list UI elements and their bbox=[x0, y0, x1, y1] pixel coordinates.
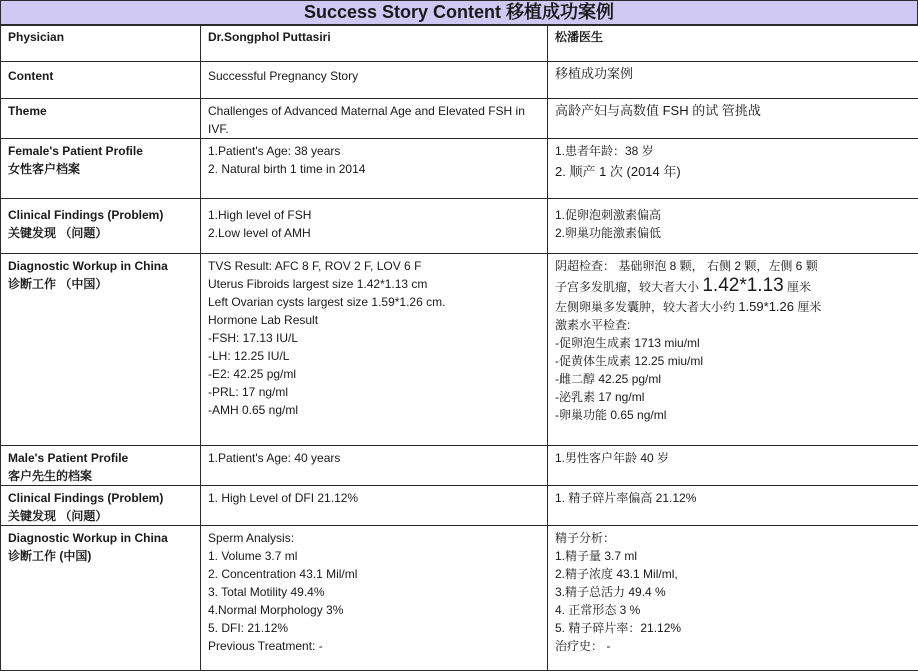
label-cell bbox=[1, 99, 201, 139]
row-label-cn: 客户先生的档案 bbox=[8, 467, 193, 485]
content-en: Successful Pregnancy Story bbox=[208, 67, 540, 85]
english-cell bbox=[201, 199, 548, 254]
female-birth-cn: 2. 顺产 1 次 (2014 年) bbox=[555, 163, 911, 181]
english-cell bbox=[201, 139, 548, 199]
english-cell bbox=[201, 26, 548, 62]
row-female-profile bbox=[1, 139, 918, 199]
amh-cn: -卵巢功能 0.65 ng/ml bbox=[555, 406, 911, 424]
row-label-cn: 女性客户档案 bbox=[8, 160, 193, 178]
finding-1-cn: 1.促卵泡刺激素偏高 bbox=[555, 206, 911, 224]
row-male-profile bbox=[1, 446, 918, 486]
concentration-cn: 2.精子浓度 43.1 Mil/ml, bbox=[555, 565, 911, 583]
previous-treatment-cn: 治疗史： - bbox=[555, 637, 911, 655]
row-label-cn: 诊断工作 （中国） bbox=[8, 275, 193, 293]
row-theme bbox=[1, 99, 918, 139]
tvs-result-cn: 阴超检查： 基础卵泡 8 颗， 右侧 2 颗，左侧 6 颗 bbox=[555, 257, 911, 275]
cysts-cn bbox=[555, 298, 911, 316]
male-age-cn: 1.男性客户年龄 40 岁 bbox=[555, 449, 911, 467]
dfi-en: 5. DFI: 21.12% bbox=[208, 619, 540, 637]
fibroids-cn bbox=[555, 275, 911, 298]
finding-1-en: 1.High level of FSH bbox=[208, 206, 540, 224]
amh-en: -AMH 0.65 ng/ml bbox=[208, 401, 540, 419]
row-label: Clinical Findings (Problem) bbox=[8, 206, 193, 224]
label-cell bbox=[1, 526, 201, 671]
morphology-cn: 4. 正常形态 3 % bbox=[555, 601, 911, 619]
fibroids-en: Uterus Fibroids largest size 1.42*1.13 cm bbox=[208, 275, 540, 293]
row-label: Diagnostic Workup in China bbox=[8, 257, 193, 275]
fibroids-cn-text: 子宫多发肌瘤，较大者大小 bbox=[555, 280, 702, 294]
dfi-finding-en: 1. High Level of DFI 21.12% bbox=[208, 489, 540, 507]
hormone-header-cn: 激素水平检查: bbox=[555, 316, 911, 334]
english-cell bbox=[201, 486, 548, 526]
chinese-cell bbox=[548, 62, 918, 99]
finding-2-cn: 2.卵巢功能激素偏低 bbox=[555, 224, 911, 242]
physician-name-en: Dr.Songphol Puttasiri bbox=[208, 28, 540, 46]
hormone-header-en: Hormone Lab Result bbox=[208, 311, 540, 329]
dfi-cn: 5. 精子碎片率：21.12% bbox=[555, 619, 911, 637]
previous-treatment-en: Previous Treatment: - bbox=[208, 637, 540, 655]
row-male-diagnostic bbox=[1, 526, 918, 671]
row-female-findings bbox=[1, 199, 918, 254]
english-cell bbox=[201, 62, 548, 99]
row-label: Female's Patient Profile bbox=[8, 142, 193, 160]
chinese-cell bbox=[548, 526, 918, 671]
fsh-cn: -促卵泡生成素 1713 miu/ml bbox=[555, 334, 911, 352]
english-cell bbox=[201, 446, 548, 486]
cysts-cn-unit: 厘米 bbox=[794, 300, 821, 314]
fibroids-cn-unit: 厘米 bbox=[784, 280, 811, 294]
label-cell bbox=[1, 254, 201, 446]
row-label: Theme bbox=[8, 102, 193, 120]
sperm-header-cn: 精子分析： bbox=[555, 529, 911, 547]
row-physician bbox=[1, 26, 918, 62]
cysts-cn-size: 1.59*1.26 bbox=[738, 299, 794, 314]
english-cell bbox=[201, 99, 548, 139]
row-male-findings bbox=[1, 486, 918, 526]
motility-cn: 3.精子总活力 49.4 % bbox=[555, 583, 911, 601]
english-cell bbox=[201, 526, 548, 671]
e2-en: -E2: 42.25 pg/ml bbox=[208, 365, 540, 383]
chinese-cell bbox=[548, 99, 918, 139]
chinese-cell bbox=[548, 486, 918, 526]
label-cell bbox=[1, 199, 201, 254]
case-table bbox=[0, 25, 918, 671]
volume-en: 1. Volume 3.7 ml bbox=[208, 547, 540, 565]
label-cell bbox=[1, 62, 201, 99]
row-label-cn: 诊断工作 (中国) bbox=[8, 547, 193, 565]
label-cell bbox=[1, 26, 201, 62]
theme-cn: 高龄产妇与高数值 FSH 的试 管挑战 bbox=[555, 102, 911, 120]
chinese-cell bbox=[548, 139, 918, 199]
row-label: Diagnostic Workup in China bbox=[8, 529, 193, 547]
row-label-cn: 关键发现 （问题） bbox=[8, 224, 193, 242]
fibroids-cn-size: 1.42*1.13 bbox=[702, 275, 783, 296]
row-label: Male's Patient Profile bbox=[8, 449, 193, 467]
chinese-cell bbox=[548, 446, 918, 486]
male-age-en: 1.Patient's Age: 40 years bbox=[208, 449, 540, 467]
row-label-cn: 关键发现 （问题） bbox=[8, 507, 193, 525]
row-female-diagnostic bbox=[1, 254, 918, 446]
cysts-en: Left Ovarian cysts largest size 1.59*1.26 cm. bbox=[208, 293, 540, 311]
document-title: Success Story Content 移植成功案例 bbox=[0, 0, 918, 25]
motility-en: 3. Total Motility 49.4% bbox=[208, 583, 540, 601]
e2-cn: -雌二醇 42.25 pg/ml bbox=[555, 370, 911, 388]
row-label: Clinical Findings (Problem) bbox=[8, 489, 193, 507]
label-cell bbox=[1, 486, 201, 526]
row-label: Content bbox=[8, 67, 193, 85]
prl-cn: -泌乳素 17 ng/ml bbox=[555, 388, 911, 406]
tvs-result-en: TVS Result: AFC 8 F, ROV 2 F, LOV 6 F bbox=[208, 257, 540, 275]
label-cell bbox=[1, 446, 201, 486]
chinese-cell bbox=[548, 254, 918, 446]
physician-name-cn: 松潘医生 bbox=[555, 28, 911, 46]
dfi-finding-cn: 1. 精子碎片率偏高 21.12% bbox=[555, 489, 911, 507]
prl-en: -PRL: 17 ng/ml bbox=[208, 383, 540, 401]
female-age-en: 1.Patient's Age: 38 years bbox=[208, 142, 540, 160]
cysts-cn-text: 左侧卵巢多发囊肿，较大者大小约 bbox=[555, 300, 738, 314]
content-cn: 移植成功案例 bbox=[555, 65, 911, 83]
sperm-header-en: Sperm Analysis: bbox=[208, 529, 540, 547]
english-cell bbox=[201, 254, 548, 446]
lh-en: -LH: 12.25 IU/L bbox=[208, 347, 540, 365]
lh-cn: -促黄体生成素 12.25 miu/ml bbox=[555, 352, 911, 370]
volume-cn: 1.精子量 3.7 ml bbox=[555, 547, 911, 565]
theme-en: Challenges of Advanced Maternal Age and Elevated FSH in IVF. bbox=[208, 102, 540, 138]
finding-2-en: 2.Low level of AMH bbox=[208, 224, 540, 242]
label-cell bbox=[1, 139, 201, 199]
female-age-cn: 1.患者年龄：38 岁 bbox=[555, 142, 911, 160]
row-label: Physician bbox=[8, 28, 193, 46]
concentration-en: 2. Concentration 43.1 Mil/ml bbox=[208, 565, 540, 583]
chinese-cell bbox=[548, 26, 918, 62]
row-content bbox=[1, 62, 918, 99]
morphology-en: 4.Normal Morphology 3% bbox=[208, 601, 540, 619]
chinese-cell bbox=[548, 199, 918, 254]
fsh-en: -FSH: 17.13 IU/L bbox=[208, 329, 540, 347]
female-birth-en: 2. Natural birth 1 time in 2014 bbox=[208, 160, 540, 178]
